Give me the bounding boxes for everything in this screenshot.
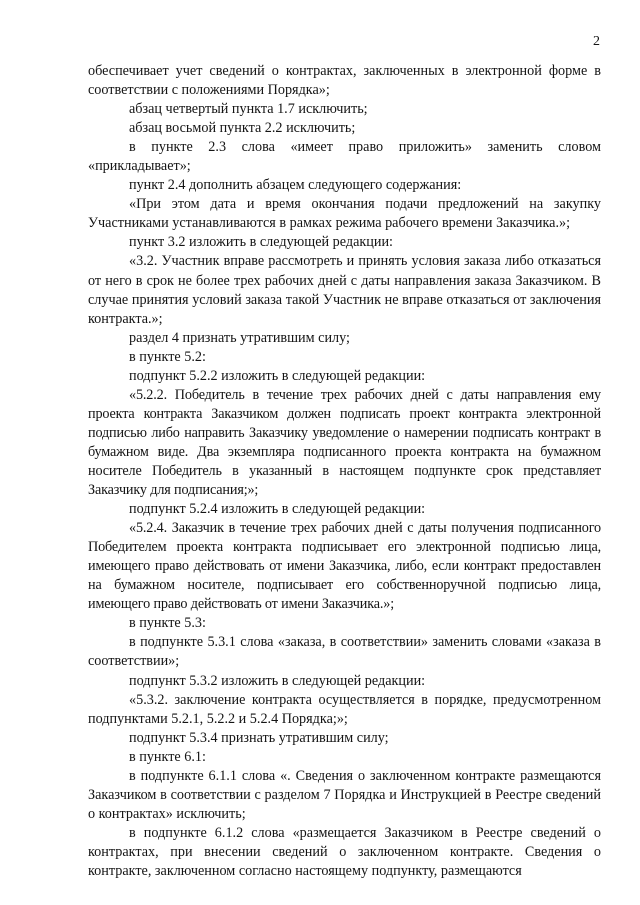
paragraph: в пункте 2.3 слова «имеет право приложить» заменить словом «прикладывает»; <box>88 139 601 175</box>
paragraph: «5.3.2. заключение контракта осуществляется в порядке, предусмотренном подпунктами 5.2.1, 5.2.2 и 5.2.4 Порядка;»; <box>88 691 601 727</box>
paragraph: абзац четвертый пункта 1.7 исключить; <box>129 101 368 118</box>
paragraph: подпункт 5.3.2 изложить в следующей редакции: <box>129 672 426 689</box>
paragraph: в подпункте 5.3.1 слова «заказа, в соответствии» заменить словами «заказа в соответствии»; <box>88 634 601 670</box>
paragraph: в подпункте 6.1.2 слова «размещается Заказчиком в Реестре сведений о контрактах, при внесении сведений о заключенном контракте. Сведения о контракте, заключенном согласно настоящему подпункту, размещаются <box>88 824 601 879</box>
paragraph: пункт 2.4 дополнить абзацем следующего содержания: <box>129 177 462 194</box>
paragraph: подпункт 5.2.4 изложить в следующей редакции: <box>129 501 426 518</box>
paragraph: раздел 4 признать утратившим силу; <box>129 329 350 346</box>
paragraph: «3.2. Участник вправе рассмотреть и принять условия заказа либо отказаться от него в срок не более трех рабочих дней с даты направления заказа Заказчиком. В случае принятия условий заказа такой Участник не вправе отказаться от заключения контракта.»; <box>88 253 601 327</box>
paragraph: «При этом дата и время окончания подачи предложений на закупку Участниками устанавливаются в рамках режима рабочего времени Заказчика.»; <box>88 196 601 232</box>
paragraph: в подпункте 6.1.1 слова «. Сведения о заключенном контракте размещаются Заказчиком в соответствии с разделом 7 Порядка и Инструкцией в Реестре сведений о контрактах» исключить; <box>88 767 601 822</box>
paragraph: в пункте 6.1: <box>129 748 206 765</box>
paragraph: подпункт 5.2.2 изложить в следующей редакции: <box>129 367 426 384</box>
page-number: 2 <box>593 34 600 49</box>
paragraph: «5.2.4. Заказчик в течение трех рабочих дней с даты получения подписанного Победителем проекта контракта подписывает его электронной подписью лица, имеющего право действовать от имени Заказчика, либо, если контракт предоставлен на бумажном носителе, подписывает его собственноручной подписью лица, имеющего право действовать от имени Заказчика.»; <box>88 520 601 613</box>
paragraph: пункт 3.2 изложить в следующей редакции: <box>129 234 393 251</box>
paragraph: в пункте 5.2: <box>129 348 206 365</box>
paragraph: «5.2.2. Победитель в течение трех рабочих дней с даты направления ему проекта контракта Заказчиком должен подписать проект контракта электронной подписью либо направить Заказчику уведомление о намерении подписать контракт в бумажном виде. Два экземпляра подписанного проекта контракта на бумажном носителе Победитель в указанный в настоящем подпункте срок представляет Заказчику для подписания;»; <box>88 386 601 499</box>
paragraph: в пункте 5.3: <box>129 615 206 632</box>
paragraph: обеспечивает учет сведений о контрактах, заключенных в электронной форме в соответствии с положениями Порядка»; <box>88 63 601 99</box>
paragraph: абзац восьмой пункта 2.2 исключить; <box>129 120 356 137</box>
document-body <box>88 62 601 881</box>
paragraph: подпункт 5.3.4 признать утратившим силу; <box>129 729 389 746</box>
